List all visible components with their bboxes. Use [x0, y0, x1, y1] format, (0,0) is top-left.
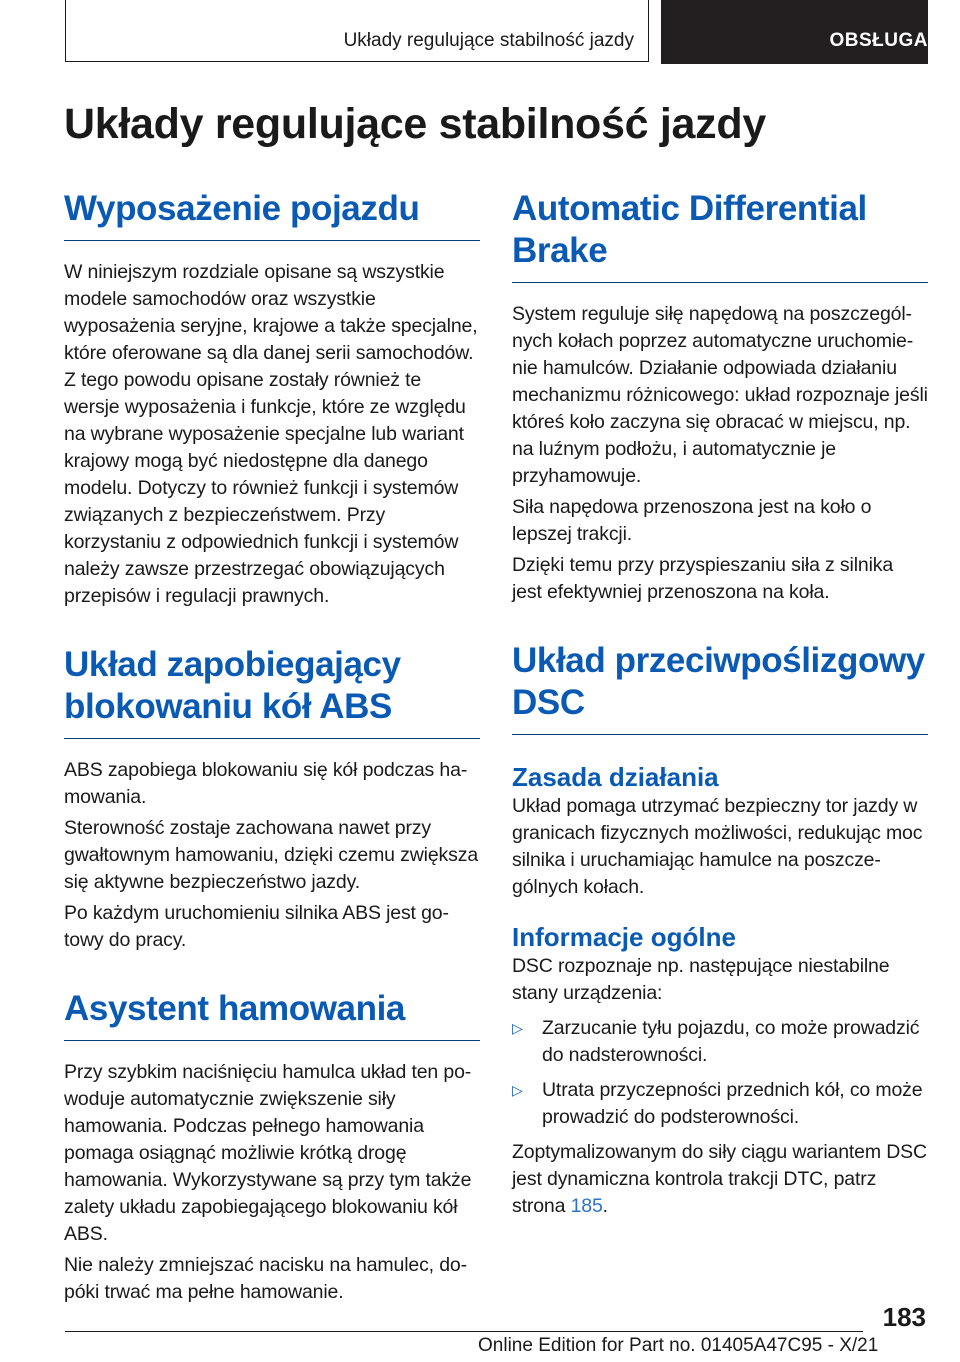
page-number: 183	[882, 1302, 926, 1332]
header-chapter-label: OBSŁUGA	[829, 30, 928, 51]
heading-vehicle-equipment: Wyposażenie pojazdu	[64, 188, 480, 241]
footer-divider	[65, 1331, 863, 1332]
paragraph-brake-assist-2: Nie należy zmniejszać nacisku na hamulec, dopóki trwać ma pełne hamowanie.	[64, 1254, 468, 1303]
triangle-bullet-icon: ▷	[512, 1082, 523, 1098]
paragraph-abs-2: Sterowność zostaje zachowana nawet przy gwałtownym hamowaniu, dzięki czemu zwiększa się aktywne bezpieczeństwo jazdy.	[64, 817, 479, 893]
bullet-list	[512, 1007, 928, 1131]
paragraph-adb-1: System reguluje siłę napędową na poszczególnych kołach poprzez automatyczne uruchomienie hamulców. Działanie odpowiada działaniu mechanizmu różnicowego: układ rozpoznaje jeśli któreś koło zaczyna się obracać w miejscu, np. na luźnym podłożu, i automatycznie je przyhamowuje.	[512, 303, 928, 487]
paragraph-general-info-1: DSC rozpoznaje np. następujące niestabilne stany urządzenia:	[512, 955, 890, 1004]
header-section-title: Układy regulujące stabilność jazdy	[343, 30, 634, 51]
heading-brake-assist: Asystent hamowania	[64, 988, 480, 1041]
page-header	[65, 0, 928, 64]
paragraph-text: Zoptymalizowanym do siły ciągu wariantem DSC jest dynamiczna kontrola trakcji DTC, patrz strona	[512, 1141, 927, 1217]
paragraph-general-info-2	[512, 1139, 928, 1220]
header-chapter-tab[interactable]	[661, 0, 928, 64]
list-item-text: Zarzucanie tyłu pojazdu, co może prowadzić do nadsterowności.	[542, 1017, 920, 1066]
left-column	[64, 188, 480, 1306]
heading-dsc: Układ przeciwpoślizgowy DSC	[512, 640, 928, 735]
paragraph-abs-1: ABS zapobiega blokowaniu się kół podczas hamowania.	[64, 759, 468, 808]
list-item	[512, 1077, 928, 1131]
footer-edition: Online Edition for Part no. 01405A47C95 - X/21	[478, 1335, 879, 1356]
paragraph-principle: Układ pomaga utrzymać bezpieczny tor jazdy w granicach fizycznych możliwości, redukując moc silnika i uruchamiając hamulce na poszczególnych kołach.	[512, 795, 923, 898]
header-section-box	[65, 0, 649, 62]
paragraph-end: .	[602, 1195, 608, 1217]
triangle-bullet-icon: ▷	[512, 1020, 523, 1036]
page-title: Układy regulujące stabilność jazdy	[64, 100, 766, 148]
paragraph-adb-3: Dzięki temu przy przyspieszaniu siła z silnika jest efektywniej przenoszona na koła.	[512, 554, 894, 603]
subheading-general-info: Informacje ogólne	[512, 922, 736, 952]
list-item	[512, 1015, 928, 1069]
paragraph-vehicle-equipment: W niniejszym rozdziale opisane są wszystkie modele samochodów oraz wszystkie wyposażenia seryjne, krajowe a także specjalne, które oferowane są dla danej serii samochodów. Z tego powodu opisane zostały również te wersje wyposażenia i funkcje, które ze względu na wybrane wyposażenie specjalne lub wariant krajowy mogą być niedostępne dla danego modelu. Dotyczy to również funkcji i systemów związanych z bezpieczeństwem. Przy korzystaniu z odpowiednich funkcji i systemów należy zawsze przestrzegać obowiązujących przepisów i regulacji prawnych.	[64, 261, 478, 607]
heading-adb: Automatic Differential Brake	[512, 188, 928, 283]
heading-abs: Układ zapobiegający blokowaniu kół ABS	[64, 644, 480, 739]
right-column	[512, 188, 928, 1220]
page-reference-link[interactable]: 185	[570, 1195, 603, 1217]
paragraph-brake-assist-1: Przy szybkim naciśnięciu hamulca układ ten powoduje automatycznie zwiększenie siły hamowania. Podczas pełnego hamowania pomaga osiągnąć możliwie krótką drogę hamowania. Wykorzystywane są przy tym także zalety układu zapobiegającego blokowaniu kół ABS.	[64, 1061, 472, 1245]
subheading-principle: Zasada działania	[512, 762, 719, 792]
paragraph-adb-2: Siła napędowa przenoszona jest na koło o lepszej trakcji.	[512, 496, 872, 545]
paragraph-abs-3: Po każdym uruchomieniu silnika ABS jest gotowy do pracy.	[64, 902, 449, 951]
list-item-text: Utrata przyczepności przednich kół, co może prowadzić do podsterowności.	[542, 1079, 923, 1128]
